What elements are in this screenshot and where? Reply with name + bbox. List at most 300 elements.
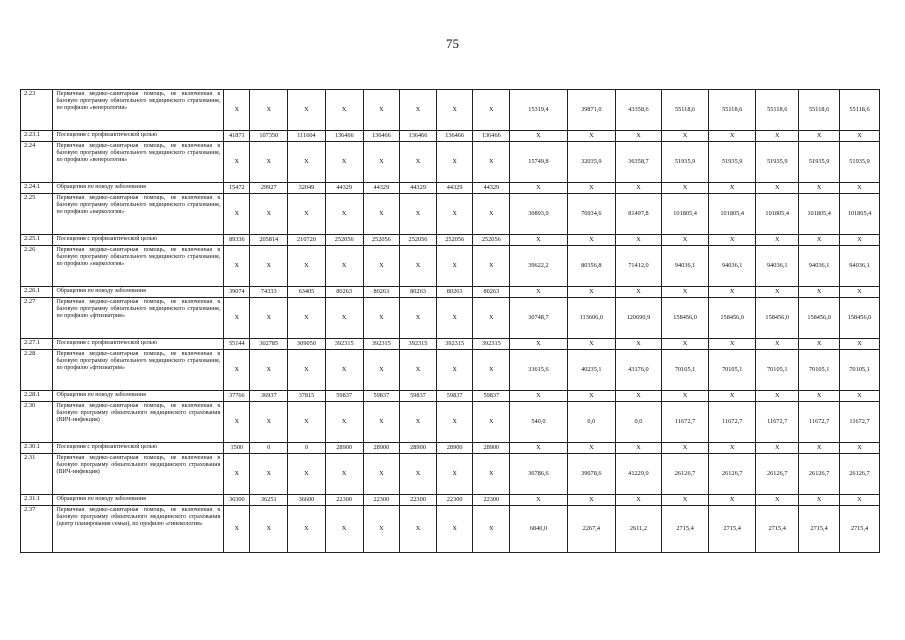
- row-description: Первичная медико-санитарная помощь, не включенная в базовую программу обязательного медицинского страхования, по профилю «венерология»: [53, 142, 224, 183]
- row-description: Первичная медико-санитарная помощь, не включенная в базовую программу обязательного медицинского страхования (ВИЧ-инфекция): [53, 454, 224, 495]
- table-cell: Х: [709, 443, 756, 454]
- table-cell: Х: [709, 235, 756, 246]
- table-cell: 2715,4: [799, 506, 840, 553]
- table-cell: 252056: [473, 235, 510, 246]
- table-cell: 111604: [288, 131, 326, 142]
- table-cell: 39622,2: [510, 246, 568, 287]
- table-cell: Х: [615, 443, 661, 454]
- table-row: [21, 142, 880, 183]
- table-cell: Х: [709, 391, 756, 402]
- table-cell: Х: [799, 287, 840, 298]
- table-row: [21, 443, 880, 454]
- table-cell: Х: [288, 142, 326, 183]
- row-description: Первичная медико-санитарная помощь, не включенная в базовую программу обязательного медицинского страхования, по профилю «наркология»: [53, 194, 224, 235]
- row-description: Первичная медико-санитарная помощь, не включенная в базовую программу обязательного медицинского страхования, по профилю «фтизиатрия»: [53, 298, 224, 339]
- table-cell: Х: [615, 391, 661, 402]
- table-cell: Х: [436, 402, 473, 443]
- table-cell: 80263: [400, 287, 437, 298]
- table-cell: Х: [840, 235, 880, 246]
- table-cell: 80263: [363, 287, 400, 298]
- table-cell: Х: [510, 495, 568, 506]
- row-code: 2.24.1: [21, 183, 53, 194]
- table-cell: Х: [510, 391, 568, 402]
- table-cell: Х: [224, 350, 250, 391]
- table-cell: 26126,7: [840, 454, 880, 495]
- table-cell: 94036,1: [840, 246, 880, 287]
- table-cell: 136466: [325, 131, 363, 142]
- table-cell: Х: [840, 131, 880, 142]
- table-cell: 39871,0: [567, 90, 615, 131]
- table-cell: 39078,6: [567, 454, 615, 495]
- table-cell: 30893,0: [510, 194, 568, 235]
- table-cell: 0: [288, 443, 326, 454]
- table-cell: 28900: [363, 443, 400, 454]
- row-code: 2.31.1: [21, 495, 53, 506]
- table-cell: 94036,1: [662, 246, 709, 287]
- table-row: [21, 402, 880, 443]
- table-cell: 30748,7: [510, 298, 568, 339]
- table-cell: Х: [567, 339, 615, 350]
- table-cell: Х: [400, 402, 437, 443]
- table-cell: 37815: [288, 391, 326, 402]
- table-cell: Х: [400, 90, 437, 131]
- table-cell: 32035,9: [567, 142, 615, 183]
- table-cell: 80263: [436, 287, 473, 298]
- row-code: 2.28.1: [21, 391, 53, 402]
- table-cell: Х: [756, 131, 799, 142]
- table-cell: 80263: [325, 287, 363, 298]
- table-cell: 15472: [224, 183, 250, 194]
- row-code: 2.27: [21, 298, 53, 339]
- table-cell: 28900: [436, 443, 473, 454]
- table-cell: 94036,1: [756, 246, 799, 287]
- table-cell: Х: [288, 194, 326, 235]
- table-cell: Х: [799, 235, 840, 246]
- table-cell: 44329: [363, 183, 400, 194]
- table-cell: Х: [662, 443, 709, 454]
- table-cell: 158456,0: [662, 298, 709, 339]
- table-cell: Х: [325, 142, 363, 183]
- table-cell: Х: [400, 350, 437, 391]
- table-cell: Х: [250, 194, 288, 235]
- table-cell: 15319,4: [510, 90, 568, 131]
- table-row: [21, 90, 880, 131]
- table-cell: 44329: [400, 183, 437, 194]
- table-row: [21, 298, 880, 339]
- table-cell: Х: [250, 454, 288, 495]
- table-cell: Х: [709, 183, 756, 194]
- table-cell: 26126,7: [756, 454, 799, 495]
- table-cell: 11672,7: [756, 402, 799, 443]
- table-cell: 44329: [325, 183, 363, 194]
- table-cell: 22300: [436, 495, 473, 506]
- table-cell: 41871: [224, 131, 250, 142]
- table-cell: Х: [473, 194, 510, 235]
- table-cell: 51935,9: [840, 142, 880, 183]
- table-cell: 22300: [325, 495, 363, 506]
- table-cell: 11672,7: [662, 402, 709, 443]
- table-cell: 210720: [288, 235, 326, 246]
- table-cell: Х: [473, 298, 510, 339]
- table-cell: Х: [473, 402, 510, 443]
- table-cell: Х: [325, 90, 363, 131]
- table-cell: Х: [325, 246, 363, 287]
- table-cell: Х: [400, 298, 437, 339]
- table-cell: 51935,9: [756, 142, 799, 183]
- row-description: Первичная медико-санитарная помощь, не включенная в базовую программу обязательного медицинского страхования, по профилю «венерология»: [53, 90, 224, 131]
- table-cell: 0: [250, 443, 288, 454]
- table-cell: 40235,1: [567, 350, 615, 391]
- table-cell: Х: [363, 402, 400, 443]
- row-description: Посещения с профилактической целью: [53, 131, 224, 142]
- row-code: 2.24: [21, 142, 53, 183]
- table-cell: Х: [662, 339, 709, 350]
- table-cell: 2715,4: [709, 506, 756, 553]
- table-row: [21, 287, 880, 298]
- table-cell: Х: [250, 506, 288, 553]
- table-cell: Х: [400, 454, 437, 495]
- row-code: 2.23: [21, 90, 53, 131]
- table-cell: Х: [567, 443, 615, 454]
- table-cell: 36600: [288, 495, 326, 506]
- row-description: Обращения по поводу заболевания: [53, 183, 224, 194]
- table-cell: Х: [840, 339, 880, 350]
- row-code: 2.25: [21, 194, 53, 235]
- table-cell: Х: [288, 402, 326, 443]
- table-cell: 51935,9: [662, 142, 709, 183]
- table-cell: Х: [473, 506, 510, 553]
- table-cell: 0,0: [615, 402, 661, 443]
- row-description: Посещения с профилактической целью: [53, 339, 224, 350]
- table-cell: Х: [363, 350, 400, 391]
- table-cell: 15749,8: [510, 142, 568, 183]
- table-cell: Х: [224, 402, 250, 443]
- table-cell: Х: [662, 131, 709, 142]
- table-cell: Х: [250, 402, 288, 443]
- table-cell: 36358,7: [615, 142, 661, 183]
- row-description: Первичная медико-санитарная помощь, не включенная в базовую программу обязательного медицинского страхования (ВИЧ-инфекция): [53, 402, 224, 443]
- table-cell: 158456,0: [756, 298, 799, 339]
- row-code: 2.27.1: [21, 339, 53, 350]
- table-cell: Х: [799, 339, 840, 350]
- table-cell: 107350: [250, 131, 288, 142]
- table-cell: Х: [363, 454, 400, 495]
- page-number: 75: [446, 36, 459, 51]
- table-cell: Х: [840, 287, 880, 298]
- table-cell: Х: [436, 350, 473, 391]
- table-cell: 36786,6: [510, 454, 568, 495]
- table-cell: 43176,0: [615, 350, 661, 391]
- table-cell: 22300: [400, 495, 437, 506]
- table-cell: 11672,7: [799, 402, 840, 443]
- table-cell: Х: [224, 246, 250, 287]
- table-cell: 0,0: [567, 402, 615, 443]
- table-cell: Х: [567, 287, 615, 298]
- row-description: Посещения с профилактической целью: [53, 443, 224, 454]
- row-code: 2.26.1: [21, 287, 53, 298]
- table-cell: 11672,7: [709, 402, 756, 443]
- table-cell: 252056: [325, 235, 363, 246]
- table-cell: Х: [400, 194, 437, 235]
- table-cell: Х: [709, 495, 756, 506]
- table-row: [21, 183, 880, 194]
- table-cell: Х: [510, 287, 568, 298]
- table-cell: Х: [400, 506, 437, 553]
- row-code: 2.25.1: [21, 235, 53, 246]
- row-description: Посещения с профилактической целью: [53, 235, 224, 246]
- table-cell: 70105,1: [840, 350, 880, 391]
- table-cell: 136466: [473, 131, 510, 142]
- table-cell: 51935,9: [709, 142, 756, 183]
- table-cell: 36251: [250, 495, 288, 506]
- table-cell: 59837: [363, 391, 400, 402]
- table-cell: 70105,1: [756, 350, 799, 391]
- table-cell: Х: [224, 142, 250, 183]
- table-cell: 101805,4: [709, 194, 756, 235]
- table-cell: 158456,0: [799, 298, 840, 339]
- table-cell: Х: [799, 495, 840, 506]
- table-cell: 55144: [224, 339, 250, 350]
- table-row: [21, 495, 880, 506]
- table-cell: 70105,1: [799, 350, 840, 391]
- table-cell: 22300: [363, 495, 400, 506]
- table-cell: Х: [756, 443, 799, 454]
- table-cell: Х: [473, 142, 510, 183]
- table-cell: Х: [567, 183, 615, 194]
- table-cell: Х: [325, 298, 363, 339]
- table-cell: Х: [436, 454, 473, 495]
- table-cell: 205814: [250, 235, 288, 246]
- table-cell: 101805,4: [662, 194, 709, 235]
- table-cell: Х: [288, 90, 326, 131]
- table-row: [21, 339, 880, 350]
- table-cell: 2715,4: [756, 506, 799, 553]
- table-cell: Х: [363, 194, 400, 235]
- table-cell: Х: [436, 506, 473, 553]
- table-cell: Х: [662, 495, 709, 506]
- table-row: [21, 350, 880, 391]
- table-row: [21, 454, 880, 495]
- table-cell: Х: [224, 506, 250, 553]
- table-cell: 70105,1: [662, 350, 709, 391]
- table-cell: 26126,7: [662, 454, 709, 495]
- table-cell: 2611,2: [615, 506, 661, 553]
- table-cell: Х: [436, 194, 473, 235]
- table-cell: Х: [840, 495, 880, 506]
- row-code: 2.30.1: [21, 443, 53, 454]
- table-cell: Х: [756, 391, 799, 402]
- row-code: 2.30: [21, 402, 53, 443]
- table-cell: 101805,4: [799, 194, 840, 235]
- table-cell: 44329: [436, 183, 473, 194]
- table-cell: 26126,7: [799, 454, 840, 495]
- table-cell: Х: [325, 506, 363, 553]
- table-cell: 2267,4: [567, 506, 615, 553]
- table-cell: Х: [473, 454, 510, 495]
- table-row: [21, 194, 880, 235]
- table-cell: Х: [288, 454, 326, 495]
- table-cell: Х: [799, 131, 840, 142]
- table-cell: Х: [250, 350, 288, 391]
- table-cell: Х: [756, 235, 799, 246]
- table-cell: Х: [510, 131, 568, 142]
- table-cell: Х: [363, 506, 400, 553]
- table-cell: 74333: [250, 287, 288, 298]
- table-cell: Х: [325, 454, 363, 495]
- table-cell: 540,0: [510, 402, 568, 443]
- table-cell: 37766: [224, 391, 250, 402]
- table-row: [21, 246, 880, 287]
- table-cell: Х: [473, 90, 510, 131]
- table-cell: 55118,6: [756, 90, 799, 131]
- table-cell: Х: [325, 402, 363, 443]
- table-cell: 113606,0: [567, 298, 615, 339]
- table-cell: Х: [662, 235, 709, 246]
- table-cell: 94036,1: [709, 246, 756, 287]
- table-cell: Х: [325, 194, 363, 235]
- table-cell: 36300: [224, 495, 250, 506]
- table-cell: 392315: [436, 339, 473, 350]
- table-cell: 94036,1: [799, 246, 840, 287]
- table-cell: Х: [325, 350, 363, 391]
- table-cell: Х: [510, 183, 568, 194]
- table-cell: Х: [840, 443, 880, 454]
- table-cell: 39074: [224, 287, 250, 298]
- table-cell: 392315: [325, 339, 363, 350]
- table-cell: 28900: [473, 443, 510, 454]
- table-cell: Х: [436, 246, 473, 287]
- table-cell: 252056: [436, 235, 473, 246]
- table-cell: Х: [615, 495, 661, 506]
- table-cell: Х: [250, 142, 288, 183]
- table-cell: Х: [709, 339, 756, 350]
- table-cell: 26126,7: [709, 454, 756, 495]
- table-cell: 51935,9: [799, 142, 840, 183]
- table-cell: 55118,6: [662, 90, 709, 131]
- table-cell: Х: [250, 246, 288, 287]
- row-code: 2.23.1: [21, 131, 53, 142]
- table-cell: Х: [615, 235, 661, 246]
- table-cell: 32049: [288, 183, 326, 194]
- table-cell: 2715,4: [662, 506, 709, 553]
- row-description: Первичная медико-санитарная помощь, не включенная в базовую программу обязательного медицинского страхования (центр планирования семьи), по профилю «гинекология»: [53, 506, 224, 553]
- table-cell: Х: [567, 235, 615, 246]
- table-cell: Х: [567, 495, 615, 506]
- table-cell: Х: [473, 350, 510, 391]
- table-cell: Х: [840, 183, 880, 194]
- table-cell: 41229,9: [615, 454, 661, 495]
- table-cell: Х: [615, 131, 661, 142]
- table-cell: Х: [250, 298, 288, 339]
- row-description: Обращения по поводу заболевания: [53, 391, 224, 402]
- table-cell: Х: [288, 350, 326, 391]
- table-cell: 120690,9: [615, 298, 661, 339]
- row-code: 2.28: [21, 350, 53, 391]
- table-cell: Х: [288, 298, 326, 339]
- table-cell: 136466: [436, 131, 473, 142]
- table-cell: Х: [662, 287, 709, 298]
- table-cell: 136466: [363, 131, 400, 142]
- table-cell: Х: [363, 246, 400, 287]
- table-cell: Х: [756, 339, 799, 350]
- table-cell: Х: [840, 391, 880, 402]
- table-cell: 55118,6: [840, 90, 880, 131]
- table-cell: Х: [363, 142, 400, 183]
- table-cell: Х: [224, 90, 250, 131]
- table-cell: Х: [756, 495, 799, 506]
- table-cell: Х: [510, 235, 568, 246]
- table-cell: Х: [510, 443, 568, 454]
- row-description: Первичная медико-санитарная помощь, не включенная в базовую программу обязательного медицинского страхования, по профилю «фтизиатрия»: [53, 350, 224, 391]
- row-description: Обращения по поводу заболевания: [53, 287, 224, 298]
- table-cell: Х: [288, 506, 326, 553]
- table-cell: 136466: [400, 131, 437, 142]
- table-cell: Х: [709, 287, 756, 298]
- row-description: Обращения по поводу заболевания: [53, 495, 224, 506]
- table-cell: 392315: [473, 339, 510, 350]
- row-code: 2.26: [21, 246, 53, 287]
- table-cell: 1500: [224, 443, 250, 454]
- table-cell: 89336: [224, 235, 250, 246]
- table-cell: 43358,6: [615, 90, 661, 131]
- table-cell: 101805,4: [756, 194, 799, 235]
- table-cell: 392315: [400, 339, 437, 350]
- table-cell: 63405: [288, 287, 326, 298]
- budget-table: [20, 89, 880, 553]
- table-cell: Х: [400, 246, 437, 287]
- table-cell: 11672,7: [840, 402, 880, 443]
- table-cell: Х: [363, 298, 400, 339]
- table-cell: 6840,0: [510, 506, 568, 553]
- table-cell: 59837: [473, 391, 510, 402]
- table-cell: 59837: [436, 391, 473, 402]
- table-cell: Х: [662, 183, 709, 194]
- table-cell: 22300: [473, 495, 510, 506]
- table-cell: 158456,0: [709, 298, 756, 339]
- table-cell: Х: [224, 298, 250, 339]
- table-cell: 59837: [400, 391, 437, 402]
- table-cell: Х: [288, 246, 326, 287]
- table-cell: 252056: [363, 235, 400, 246]
- table-cell: Х: [615, 287, 661, 298]
- table-cell: Х: [799, 391, 840, 402]
- table-cell: Х: [510, 339, 568, 350]
- table-cell: 33615,6: [510, 350, 568, 391]
- table-cell: 28900: [325, 443, 363, 454]
- row-description: Первичная медико-санитарная помощь, не включенная в базовую программу обязательного медицинского страхования, по профилю «наркология»: [53, 246, 224, 287]
- table-cell: Х: [756, 183, 799, 194]
- table-cell: 392315: [363, 339, 400, 350]
- table-cell: 29927: [250, 183, 288, 194]
- table-cell: 158456,0: [840, 298, 880, 339]
- table-cell: 309050: [288, 339, 326, 350]
- table-cell: 36937: [250, 391, 288, 402]
- table-cell: Х: [363, 90, 400, 131]
- row-code: 2.37: [21, 506, 53, 553]
- table-cell: Х: [224, 454, 250, 495]
- table-cell: 71412,0: [615, 246, 661, 287]
- table-cell: 55118,6: [709, 90, 756, 131]
- table-cell: Х: [400, 142, 437, 183]
- table-cell: 2715,4: [840, 506, 880, 553]
- table-row: [21, 235, 880, 246]
- row-code: 2.31: [21, 454, 53, 495]
- table-cell: 76934,6: [567, 194, 615, 235]
- table-cell: Х: [615, 183, 661, 194]
- table-cell: Х: [250, 90, 288, 131]
- table-cell: Х: [615, 339, 661, 350]
- table-cell: Х: [436, 142, 473, 183]
